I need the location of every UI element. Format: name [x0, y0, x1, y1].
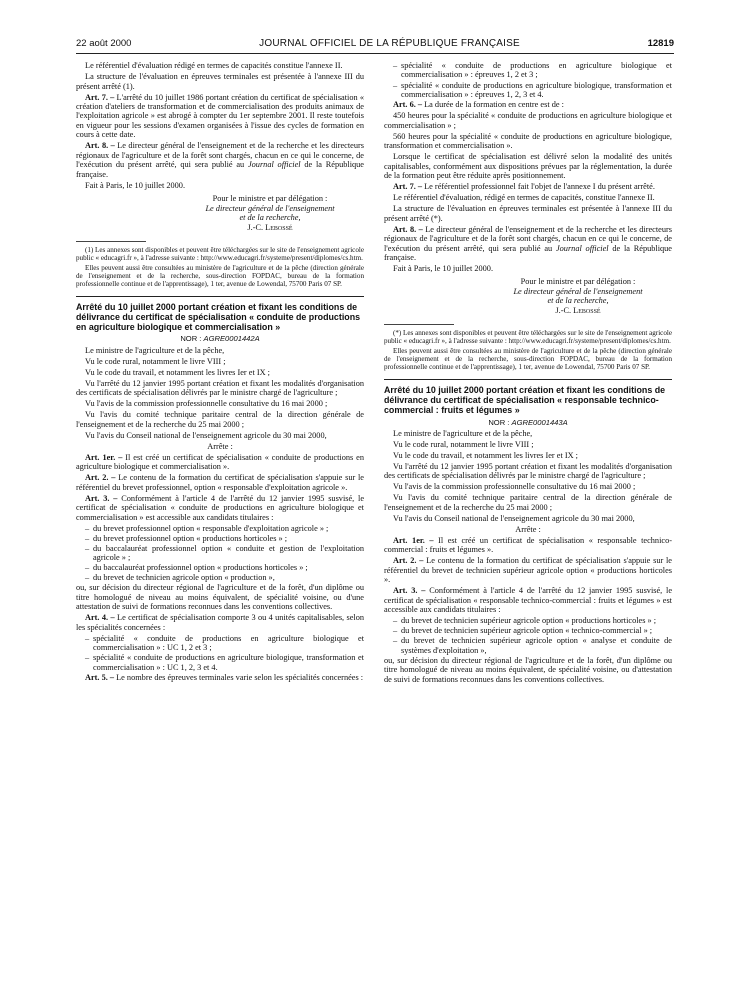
- fait-a-paris: Fait à Paris, le 10 juillet 2000.: [85, 180, 186, 190]
- article-3: [384, 586, 672, 614]
- article-text: Le directeur général de l'enseignement et de la recherche et les directeurs régionaux de l'agriculture et de la forêt sont chargés, chacun en ce qui le concerne, de l'exécution du présent arrêté, qui sera publié au: [384, 224, 672, 253]
- visa: Vu l'avis du comité technique paritaire central de la direction générale de l'enseignement et de la recherche du 25 mai 2000 ;: [384, 493, 672, 512]
- footnote: (*) Les annexes sont disponibles et peuvent être téléchargées sur le site de l'enseignement agricole public « educagri.fr », à l'adresse suivante : http://www.educagri.fr/systeme/present/diplomes/cs.htm.: [384, 329, 672, 346]
- article-text: La durée de la formation en centre est de :: [422, 100, 564, 109]
- article-text: Le directeur général de l'enseignement et de la recherche et les directeurs régionaux de l'agriculture et de la forêt sont chargés, chacun en ce qui le concerne, de l'exécution du présent arrêté, qui sera publié au: [76, 141, 364, 170]
- article-label: Art. 1er. –: [393, 535, 434, 545]
- journal-officiel-ref: Journal officiel: [555, 243, 609, 253]
- right-column: [384, 61, 672, 983]
- article-label: Art. 4. –: [85, 613, 115, 623]
- footnote-rule: [384, 324, 454, 325]
- header-title: JOURNAL OFFICIEL DE LA RÉPUBLIQUE FRANÇAISE: [259, 38, 520, 49]
- signature-role: Le directeur général de l'enseignement: [205, 203, 335, 213]
- columns: [76, 61, 672, 983]
- article-text: Le contenu de la formation du certificat de spécialisation s'appuie sur le référentiel du brevet de technicien supérieur agricole option « productions horticoles ».: [384, 556, 672, 585]
- article-label: Art. 3. –: [85, 493, 118, 503]
- signature-name: J.-C. Lebossé: [247, 222, 293, 232]
- dash-list: [76, 524, 364, 583]
- footnote-rule: [76, 241, 146, 242]
- article-label: Art. 2. –: [85, 473, 116, 483]
- paragraph: 450 heures pour la spécialité « conduite de productions en agriculture biologique et commercialisation » ;: [384, 111, 672, 130]
- article-text: Le contenu de la formation du certificat de spécialisation s'appuie sur le référentiel du brevet professionnel, option « responsable d'exploitation agricole ».: [76, 473, 364, 492]
- article-label: Art. 1er. –: [85, 452, 123, 462]
- nor-code: AGRE0001443A: [511, 417, 568, 427]
- article-2: [76, 473, 364, 492]
- nor-reference: [384, 418, 672, 427]
- signature-block: [76, 194, 364, 232]
- article-7: [76, 93, 364, 140]
- visa: Vu l'avis du Conseil national de l'enseignement agricole du 30 mai 2000,: [85, 430, 327, 440]
- article-text: Le certificat de spécialisation comporte 3 ou 4 unités capitalisables, selon les spécialités concernées :: [76, 613, 364, 632]
- visa: Vu l'avis du Conseil national de l'enseignement agricole du 30 mai 2000,: [393, 513, 635, 523]
- article-1: [76, 453, 364, 472]
- arrete-heading: Arrête :: [515, 524, 541, 534]
- article-label: Art. 7. –: [85, 92, 115, 102]
- article-label: Art. 2. –: [393, 556, 424, 566]
- paragraph: Lorsque le certificat de spécialisation est délivré selon la modalité des unités capitalisables, conformément aux dispositions prévues par la réglementation, la durée de la formation peut être réduite après positionnement.: [384, 152, 672, 180]
- nor-label: NOR :: [180, 334, 204, 344]
- article-label: Art. 7. –: [393, 182, 423, 191]
- visa: Vu le code rural, notamment le livre VIII ;: [85, 356, 226, 366]
- paragraph: Le référentiel d'évaluation rédigé en termes de capacités constitue l'annexe II.: [85, 61, 343, 70]
- article-label: Art. 8. –: [393, 224, 423, 234]
- signature-block: [384, 277, 672, 315]
- article-3: [76, 494, 364, 522]
- signature-role: et de la recherche,: [239, 213, 301, 223]
- arrete-title: Arrêté du 10 juillet 2000 portant création et fixant les conditions de délivrance du certificat de spécialisation « responsable technico-commercial : fruits et légumes »: [384, 385, 666, 416]
- list-item: – du brevet de technicien agricole option « production »,: [85, 573, 364, 582]
- nor-reference: [76, 334, 364, 343]
- list-item: – du brevet de technicien supérieur agricole option « analyse et conduite de systèmes d'exploitation »,: [393, 636, 672, 655]
- visa: Le ministre de l'agriculture et de la pêche,: [85, 345, 225, 355]
- article-6: [384, 100, 672, 109]
- signature-role: et de la recherche,: [547, 296, 609, 306]
- list-item: – spécialité « conduite de productions en agriculture biologique, transformation et commercialisation » : épreuves 1, 2, 3 et 4.: [393, 81, 672, 100]
- article-text: L'arrêté du 10 juillet 1986 portant création du certificat de spécialisation « création d'ateliers de transformation et de commercialisation des produits animaux de l'exploitation agricole » est abrogé à compter du 1er septembre 2001. Il reste toutefois en vigueur pour les sessions d'examen organisées à l'issue des cycles de formation en cours à cette date.: [76, 92, 364, 140]
- arrete-title: Arrêté du 10 juillet 2000 portant création et fixant les conditions de délivrance du certificat de spécialisation « conduite de productions en agriculture biologique et commercialisation »: [76, 302, 361, 332]
- visa: Vu l'arrêté du 12 janvier 1995 portant création et fixant les modalités d'organisation des certificats de spécialisation délivrés par le ministre chargé de l'agriculture ;: [76, 378, 364, 398]
- article-text: Le référentiel professionnel fait l'objet de l'annexe I du présent arrêté.: [422, 182, 655, 191]
- visa: Vu l'avis de la commission professionnelle consultative du 16 mai 2000 ;: [85, 399, 328, 409]
- journal-officiel-ref: Journal officiel: [247, 160, 301, 170]
- visa: Vu l'arrêté du 12 janvier 1995 portant création et fixant les modalités d'organisation des certificats de spécialisation délivrés par le ministre chargé de l'agriculture ;: [384, 461, 672, 481]
- fait-a-paris: Fait à Paris, le 10 juillet 2000.: [393, 264, 494, 273]
- nor-code: AGRE0001442A: [203, 334, 260, 344]
- section-separator: [76, 296, 364, 297]
- article-7: [384, 182, 672, 191]
- list-item: – du brevet de technicien supérieur agricole option « technico-commercial » ;: [393, 626, 672, 635]
- paragraph: La structure de l'évaluation en épreuves terminales est présentée à l'annexe III du présent arrêté (*).: [384, 204, 672, 223]
- article-label: Art. 3. –: [393, 586, 426, 596]
- signature-role: Le directeur général de l'enseignement: [513, 286, 643, 296]
- article-label: Art. 8. –: [85, 141, 115, 151]
- list-item: – spécialité « conduite de productions en agriculture biologique et commercialisation » : épreuves 1, 2 et 3 ;: [393, 61, 672, 80]
- footnote: (1) Les annexes sont disponibles et peuvent être téléchargées sur le site de l'enseignement agricole public « educagri.fr », à l'adresse suivante : http://www.educagri.fr/systeme/present/diplomes/cs.htm.: [76, 246, 364, 263]
- article-text: Il est créé un certificat de spécialisation « responsable technico-commercial : fruits et légumes ».: [384, 535, 672, 555]
- article-4: [76, 613, 364, 632]
- signature-line: Pour le ministre et par délégation :: [520, 277, 636, 287]
- article-5: [76, 673, 364, 682]
- article-text: Conformément à l'article 4 de l'arrêté du 12 janvier 1995 susvisé, le certificat de spécialisation « responsable technico-commercial : fruits et légumes » est accessible aux candidats titulaires :: [384, 586, 672, 615]
- paragraph: ou, sur décision du directeur régional de l'agriculture et de la forêt, d'un diplôme ou titre homologué de niveau au moins équivalent, de spécialité voisine, ou d'une attestation de suivi de formations reconnues dans les conventions collectives.: [76, 583, 364, 612]
- list-item: – du brevet professionnel option « productions horticoles » ;: [85, 534, 364, 543]
- article-text: Conformément à l'article 4 de l'arrêté du 12 janvier 1995 susvisé, le certificat de spécialisation « conduite de productions en agriculture biologique et commercialisation » est accessible aux candidats titulaires :: [76, 493, 364, 522]
- visa: Le ministre de l'agriculture et de la pêche,: [393, 428, 533, 438]
- list-item: – du baccalauréat professionnel option « productions horticoles » ;: [85, 563, 364, 572]
- article-text: de la République française.: [76, 160, 364, 179]
- signature-name: J.-C. Lebossé: [555, 305, 601, 315]
- visa: Vu le code du travail, et notamment les livres Ier et IX ;: [85, 367, 270, 377]
- visa: Vu le code du travail, et notamment les livres Ier et IX ;: [393, 450, 578, 460]
- footnote: Elles peuvent aussi être consultées au ministère de l'agriculture et de la pêche (direction générale de l'enseignement et de la recherche, sous-direction FOPDAC, bureau de la formation professionnelle continue et de l'apprentissage), 1 ter, avenue de Lowendal, 75700 Paris 07 SP.: [384, 347, 672, 372]
- left-column: [76, 61, 364, 983]
- article-label: Art. 6. –: [393, 100, 423, 109]
- article-label: Art. 5. –: [85, 672, 115, 682]
- list-item: – du brevet de technicien supérieur agricole option « productions horticoles » ;: [393, 616, 672, 625]
- visa: Vu l'avis de la commission professionnelle consultative du 16 mai 2000 ;: [393, 482, 636, 492]
- visa: Vu l'avis du comité technique paritaire central de la direction générale de l'enseignement et de la recherche du 25 mai 2000 ;: [76, 410, 364, 429]
- article-text: Il est créé un certificat de spécialisation « conduite de productions en agriculture biologique et commercialisation ».: [76, 452, 364, 472]
- article-8: [384, 225, 672, 263]
- article-text: de la République française.: [384, 243, 672, 262]
- list-item: – spécialité « conduite de productions en agriculture biologique et commercialisation » : UC 1, 2 et 3 ;: [85, 634, 364, 653]
- paragraph: ou, sur décision du directeur régional de l'agriculture et de la forêt, d'un diplôme ou titre homologué de niveau au moins équivalent, de spécialité voisine, ou d'attestation de suivi de formations reconnues dans les conventions collectives.: [384, 655, 672, 684]
- article-1: [384, 536, 672, 555]
- list-item: – du baccalauréat professionnel option « conduite et gestion de l'exploitation agricole » ;: [85, 544, 364, 563]
- signature-line: Pour le ministre et par délégation :: [212, 194, 328, 204]
- dash-list: [76, 634, 364, 672]
- dash-list: [384, 61, 672, 99]
- nor-label: NOR :: [488, 417, 512, 427]
- header-page-number: 12819: [647, 38, 674, 49]
- article-2: [384, 556, 672, 584]
- visa: Vu le code rural, notamment le livre VIII ;: [393, 439, 534, 449]
- list-item: – du brevet professionnel option « responsable d'exploitation agricole » ;: [85, 524, 364, 533]
- dash-list: [384, 616, 672, 655]
- paragraph: 560 heures pour la spécialité « conduite de productions en agriculture biologique, transformation et commercialisation ».: [384, 131, 672, 150]
- page-header: [76, 38, 674, 54]
- arrete-heading: Arrête :: [207, 441, 233, 451]
- footnote: Elles peuvent aussi être consultées au ministère de l'agriculture et de la pêche (direction générale de l'enseignement et de la recherche, sous-direction FOPDAC, bureau de la formation professionnelle continue et de l'apprentissage), 1 ter, avenue de Lowendal, 75700 Paris 07 SP.: [76, 263, 364, 289]
- paragraph: La structure de l'évaluation en épreuves terminales est présentée à l'annexe III du présent arrêté (1).: [76, 72, 364, 91]
- article-text: Le nombre des épreuves terminales varie selon les spécialités concernées :: [114, 672, 364, 682]
- header-date: 22 août 2000: [76, 38, 132, 49]
- article-8: [76, 141, 364, 179]
- section-separator: [384, 379, 672, 380]
- paragraph: Le référentiel d'évaluation, rédigé en termes de capacités, constitue l'annexe II.: [393, 193, 655, 203]
- list-item: – spécialité « conduite de productions en agriculture biologique, transformation et commercialisation » : UC 1, 2, 3 et 4.: [85, 653, 364, 672]
